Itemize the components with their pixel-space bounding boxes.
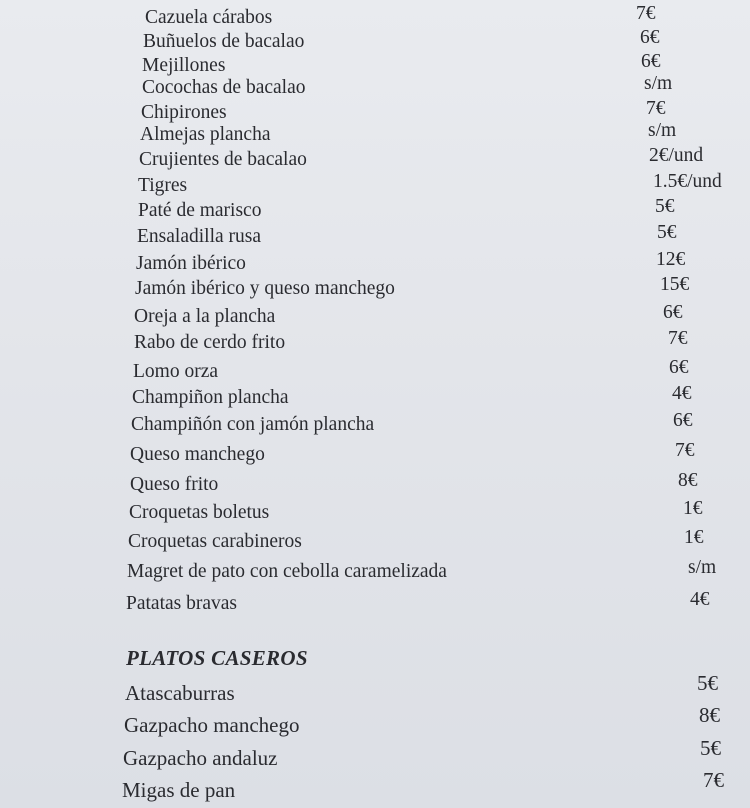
- item-price: 8€: [699, 703, 720, 727]
- item-name: Jamón ibérico: [136, 253, 246, 274]
- item-price: 4€: [690, 589, 710, 610]
- item-name: Queso frito: [130, 474, 219, 495]
- item-price: 6€: [663, 302, 683, 323]
- item-price: 1€: [683, 498, 703, 519]
- item-name: Magret de pato con cebolla caramelizada: [127, 561, 447, 582]
- item-name: Rabo de cerdo frito: [134, 332, 286, 353]
- item-name: Gazpacho andaluz: [123, 746, 278, 770]
- item-price: s/m: [688, 557, 717, 578]
- item-price: 6€: [673, 410, 693, 431]
- item-name: Mejillones: [142, 55, 226, 76]
- item-name: Lomo orza: [133, 361, 219, 382]
- item-price: 4€: [672, 383, 692, 404]
- item-name: Almejas plancha: [140, 124, 271, 145]
- item-price: 7€: [636, 3, 656, 24]
- item-name: Cazuela cárabos: [145, 7, 273, 28]
- item-price: 1.5€/und: [653, 171, 722, 192]
- item-name: Champiñón con jamón plancha: [131, 414, 375, 435]
- item-name: Cocochas de bacalao: [142, 77, 306, 98]
- item-name: Champiñon plancha: [132, 387, 289, 408]
- item-price: 6€: [669, 357, 689, 378]
- item-price: 2€/und: [649, 145, 704, 166]
- item-price: 7€: [668, 328, 688, 349]
- item-name: Chipirones: [141, 102, 227, 123]
- item-price: 6€: [640, 27, 660, 48]
- item-price: 7€: [675, 440, 695, 461]
- item-price: 7€: [703, 768, 724, 792]
- item-name: Gazpacho manchego: [124, 713, 300, 737]
- item-name: Croquetas boletus: [129, 502, 270, 523]
- item-name: Crujientes de bacalao: [139, 149, 307, 170]
- item-price: 1€: [684, 527, 704, 548]
- item-price: 15€: [660, 274, 690, 295]
- item-name: Jamón ibérico y queso manchego: [135, 278, 395, 299]
- item-name: Paté de marisco: [138, 200, 262, 221]
- item-price: 7€: [646, 98, 666, 119]
- item-name: Atascaburras: [125, 681, 235, 705]
- item-name: Patatas bravas: [126, 593, 238, 614]
- item-price: 6€: [641, 51, 661, 72]
- item-price: 12€: [656, 249, 686, 270]
- item-name: Migas de pan: [122, 778, 236, 802]
- item-name: Croquetas carabineros: [128, 531, 302, 552]
- item-price: 5€: [700, 736, 721, 760]
- item-name: Tigres: [138, 175, 188, 196]
- item-price: s/m: [644, 73, 673, 94]
- item-price: 5€: [697, 671, 718, 695]
- item-price: s/m: [648, 120, 677, 141]
- item-name: Oreja a la plancha: [134, 306, 276, 327]
- item-price: 5€: [657, 222, 677, 243]
- item-name: Queso manchego: [130, 444, 265, 465]
- section-heading: PLATOS CASEROS: [126, 646, 308, 670]
- item-name: Buñuelos de bacalao: [143, 31, 305, 52]
- item-name: Ensaladilla rusa: [137, 226, 261, 247]
- item-price: 8€: [678, 470, 698, 491]
- item-price: 5€: [655, 196, 675, 217]
